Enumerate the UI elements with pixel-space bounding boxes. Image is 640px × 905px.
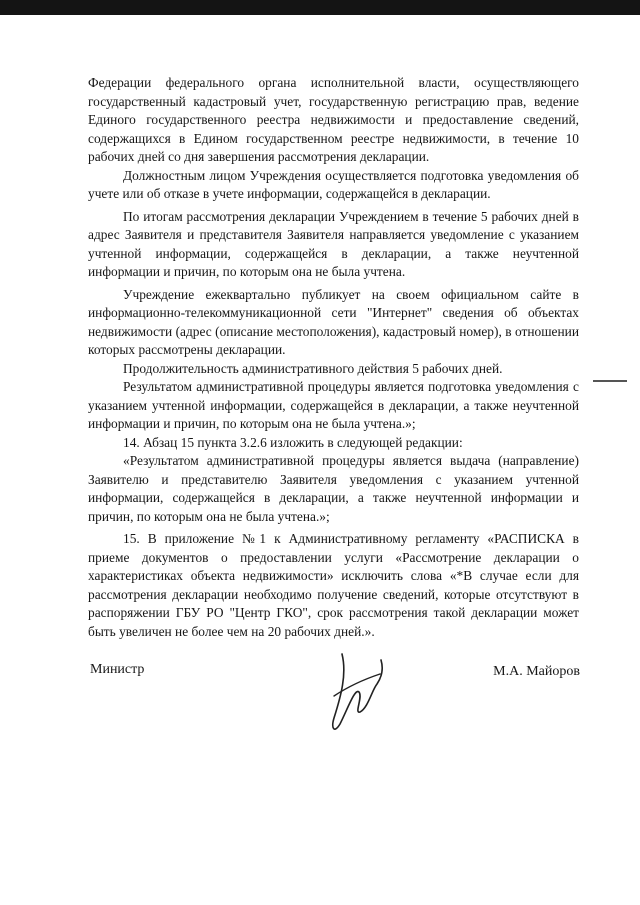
paragraph-item-14: 14. Абзац 15 пункта 3.2.6 изложить в следующей редакции: <box>123 434 463 450</box>
paragraph-action-duration: Продолжительность административного действия 5 рабочих дней. <box>123 360 503 376</box>
document-body <box>88 74 579 641</box>
handwritten-signature <box>320 644 398 736</box>
paragraph-review-results: По итогам рассмотрения декларации Учреждением в течение 5 рабочих дней в адрес Заявителя и представителя Заявителя направляется уведомление с указанием учтенной информации, содержащейся в декларации, а также неучтенной информации и причин, по которым она не была учтена. <box>88 208 579 279</box>
paragraph-item-15: 15. В приложение №1 к Административному регламенту «РАСПИСКА в приеме документов о предоставлении услуги «Рассмотрение декларации о характеристиках объекта недвижимости» исключить слова «*В случае если для рассмотрения декларации необходимо получение сведений, которые отсутствуют в распоряжении ГБУ РО "Центр ГКО", срок рассмотрения такой декларации может быть увеличен не более чем на 20 рабочих дней.». <box>88 531 579 639</box>
paragraph-notification-preparation: Должностным лицом Учреждения осуществляется подготовка уведомления об учете или об отказе в учете информации, содержащейся в декларации. <box>88 167 579 201</box>
top-scan-border <box>0 0 640 15</box>
signature-block <box>88 650 580 740</box>
paragraph-procedure-result: Результатом административной процедуры является подготовка уведомления с указанием учтенной информации, содержащейся в декларации, а также неучтенной информации и причин, по которым она не была учтена.»; <box>88 379 579 431</box>
margin-mark <box>593 380 627 382</box>
paragraph-quarterly-publication: Учреждение ежеквартально публикует на своем официальном сайте в информационно-телекоммуникационной сети "Интернет" сведения об объектах недвижимости (адрес (описание местоположения), кадастровый номер), в отношении которых рассмотрены декларации. <box>88 286 579 357</box>
paragraph-item-14-text: «Результатом административной процедуры является выдача (направление) Заявителю и представителю Заявителя уведомления с указанием учтенной информации, содержащейся в декларации, а также неучтенной информации и причин, по которым она не была учтена.»; <box>88 453 579 524</box>
paragraph-cadastre-transfer: Федерации федерального органа исполнительной власти, осуществляющего государственный кадастровый учет, государственную регистрацию прав, ведение Единого государственного реестра недвижимости и предоставление сведений, содержащихся в Едином государственном реестре недвижимости, в течение 10 рабочих дней со дня завершения рассмотрения декларации. <box>88 75 579 164</box>
signatory-title: Министр <box>90 662 145 677</box>
signatory-name: М.А. Майоров <box>493 664 580 679</box>
